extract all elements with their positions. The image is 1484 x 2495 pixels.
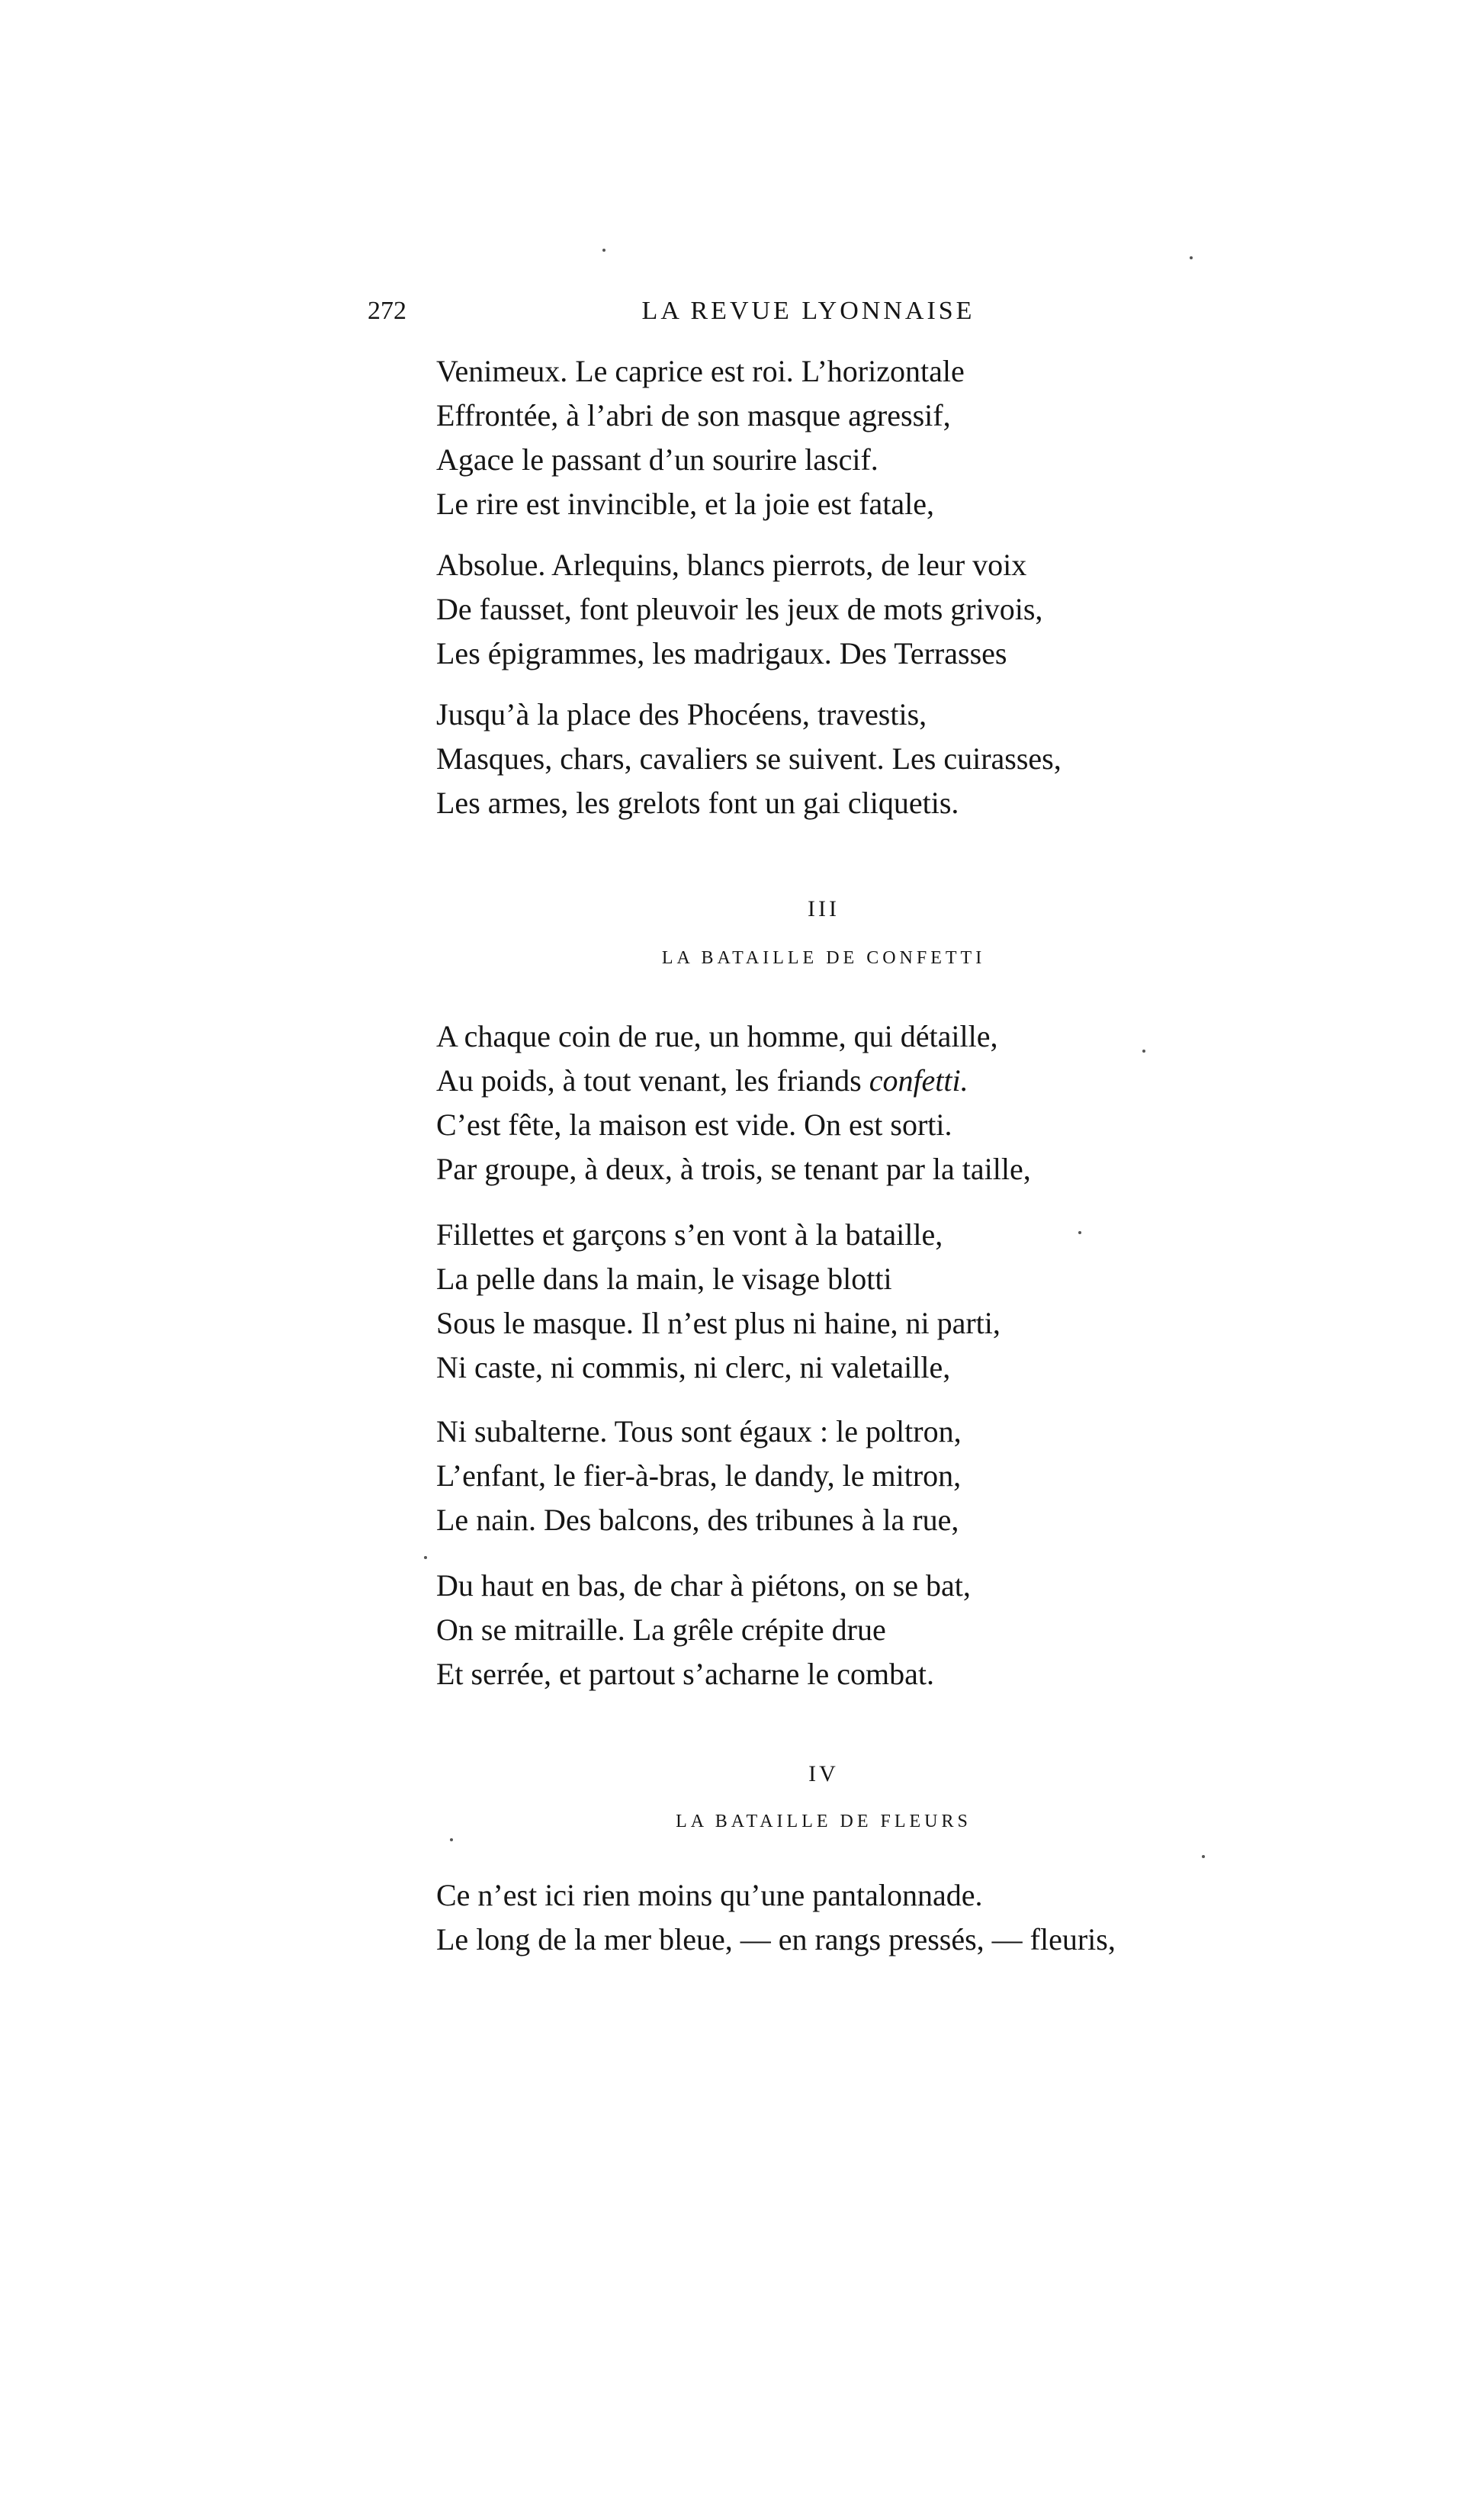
stanza	[436, 1564, 971, 1696]
verse-line: L’enfant, le fier-à-bras, le dandy, le mitron,	[436, 1458, 962, 1493]
stanza	[436, 1410, 962, 1542]
verse-line: On se mitraille. La grêle crépite drue	[436, 1612, 886, 1647]
verse-line: A chaque coin de rue, un homme, qui détaille,	[436, 1019, 998, 1053]
verse-line: Jusqu’à la place des Phocéens, travestis,	[436, 697, 927, 731]
scan-speck	[1190, 256, 1193, 259]
verse-line: Ce n’est ici rien moins qu’une pantalonnade.	[436, 1878, 983, 1912]
scan-speck	[450, 1838, 453, 1841]
verse-line: Venimeux. Le caprice est roi. L’horizontale	[436, 354, 965, 388]
stanza	[436, 349, 965, 526]
stanza	[436, 693, 1062, 825]
section-title: LA BATAILLE DE CONFETTI	[661, 948, 986, 968]
stanza	[436, 543, 1042, 676]
scan-speck	[424, 1556, 427, 1559]
verse-line: Sous le masque. Il n’est plus ni haine, ni parti,	[436, 1306, 1001, 1340]
verse-line-text: Au poids, à tout venant, les friands	[436, 1063, 869, 1098]
verse-line: Ni caste, ni commis, ni clerc, ni valetaille,	[436, 1350, 951, 1384]
verse-line: Et serrée, et partout s’acharne le combat.	[436, 1657, 935, 1691]
verse-line: Les armes, les grelots font un gai cliquetis.	[436, 786, 959, 820]
verse-line: Du haut en bas, de char à piétons, on se bat,	[436, 1568, 971, 1603]
verse-line: Par groupe, à deux, à trois, se tenant par la taille,	[436, 1152, 1031, 1186]
verse-line	[436, 1059, 1031, 1103]
verse-line: Fillettes et garçons s’en vont à la bataille,	[436, 1217, 943, 1252]
section-numeral: IV	[808, 1761, 839, 1786]
scan-speck	[1078, 1231, 1081, 1234]
stanza	[436, 1873, 1116, 1962]
verse-line: Masques, chars, cavaliers se suivent. Les cuirasses,	[436, 741, 1062, 776]
scan-speck	[1202, 1855, 1205, 1858]
verse-line: Les épigrammes, les madrigaux. Des Terrasses	[436, 636, 1007, 670]
stanza	[436, 1014, 1031, 1191]
page-number: 272	[368, 297, 406, 325]
italic-word: confetti.	[869, 1063, 968, 1098]
verse-line: De fausset, font pleuvoir les jeux de mots grivois,	[436, 592, 1043, 626]
section-title: LA BATAILLE DE FLEURS	[676, 1812, 972, 1831]
verse-line: Absolue. Arlequins, blancs pierrots, de leur voix	[436, 548, 1027, 582]
verse-line: Agace le passant d’un sourire lascif.	[436, 442, 879, 477]
verse-line: Le rire est invincible, et la joie est fatale,	[436, 487, 935, 521]
verse-line: La pelle dans la main, le visage blotti	[436, 1262, 892, 1296]
running-title: LA REVUE LYONNAISE	[641, 297, 975, 325]
verse-line: C’est fête, la maison est vide. On est sorti.	[436, 1108, 952, 1142]
stanza	[436, 1213, 1001, 1390]
verse-line: Le long de la mer bleue, — en rangs pressés, — fleuris,	[436, 1922, 1116, 1956]
verse-line: Ni subalterne. Tous sont égaux : le poltron,	[436, 1414, 962, 1448]
section-numeral: III	[808, 896, 840, 921]
scan-speck	[1142, 1050, 1145, 1053]
verse-line: Effrontée, à l’abri de son masque agressif,	[436, 398, 951, 432]
verse-line: Le nain. Des balcons, des tribunes à la rue,	[436, 1503, 959, 1537]
scan-speck	[602, 249, 605, 252]
